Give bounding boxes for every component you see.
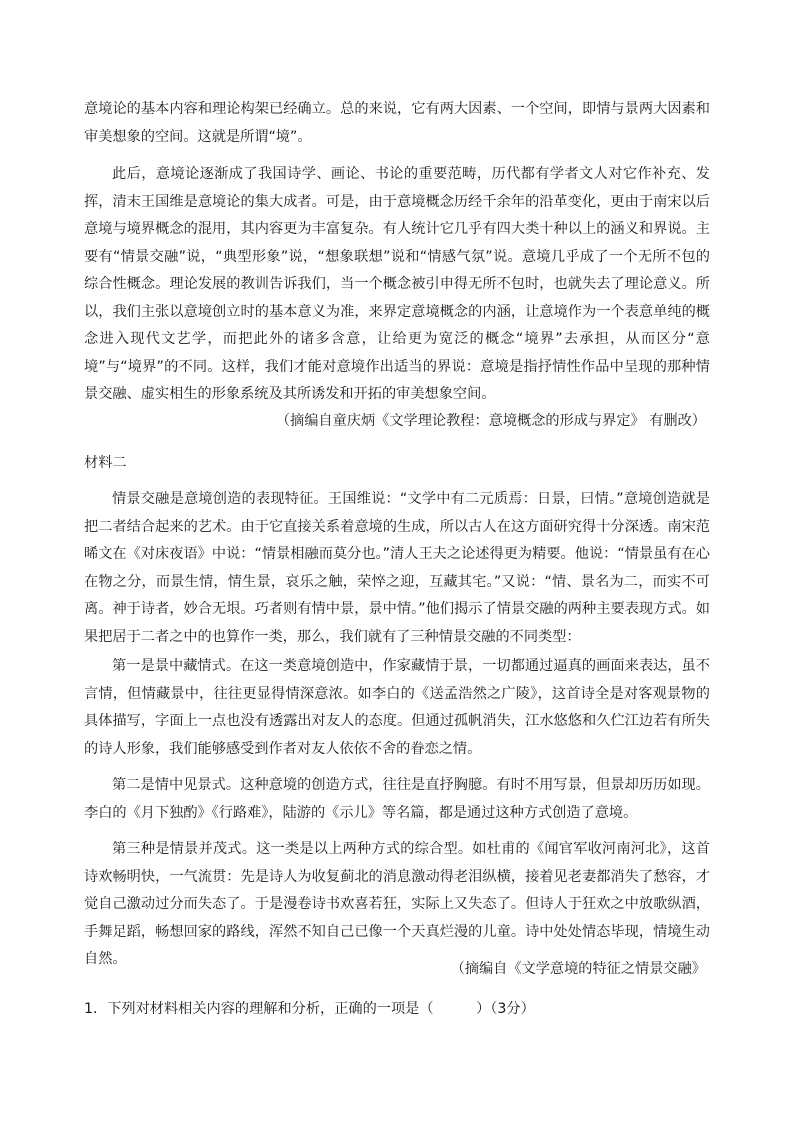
paragraph-yijing-development: 此后，意境论逐渐成了我国诗学、画论、书论的重要范畴，历代都有学者文人对它作补充、发挥，清末王国维是意境论的集大成者。可是，由于意境概念历经千余年的沿革变化，更由于南宋以后意境与境界概念的混用，其内容更为丰富复杂。有人统计它几乎有四大类十种以上的涵义和界说。主要有“情景交融”说，“典型形象”说，“想象联想”说和“情感气氛”说。意境几乎成了一个无所不包的综合性概念。理论发展的教训告诉我们，当一个概念被引申得无所不包时，也就失去了理论意义。所以，我们主张以意境创立时的基本意义为准，来界定意境概念的内涵，让意境作为一个表意单纯的概念进入现代文艺学，而把此外的诸多含意，让给更为宽泛的概念“境界”去承担，从而区分“意境”与“境界”的不同。这样，我们才能对意境作出适当的界说：意境是指抒情性作品中呈现的那种情景交融、虚实相生的形象系统及其所诱发和开拓的审美想象空间。 — [84, 166, 710, 402]
paragraph-type-two: 第二是情中见景式。这种意境的创造方式，往往是直抒胸臆。有时不用写景，但景却历历如现。李白的《月下独酌》《行路难》，陆游的《示儿》等名篇，都是通过这种方式创造了意境。 — [84, 777, 710, 821]
section-heading-material-2: 材料二 — [84, 455, 127, 471]
paragraph-type-one: 第一是景中藏情式。在这一类意境创造中，作家藏情于景，一切都通过逼真的画面来表达，虽不言情，但情藏景中，往往更显得情深意浓。如李白的《送孟浩然之广陵》，这首诗全是对客观景物的具体描写，字面上一点也没有透露出对友人的态度。但通过孤帆消失，江水悠悠和久伫江边若有所失的诗人形象，我们能够感受到作者对友人依依不舍的眷恋之情。 — [84, 658, 710, 757]
source-citation-2: （摘编自《文学意境的特征之情景交融》 — [450, 961, 706, 977]
paragraph-type-three: 第三种是情景并茂式。这一类是以上两种方式的综合型。如杜甫的《闻官军收河南河北》，这首诗欢畅明快，一气流贯：先是诗人为收复蓟北的消息激动得老泪纵横，接着见老妻都消失了愁容，才觉自己激动过分而失态了。于是漫卷诗书欢喜若狂，实际上又失态了。但诗人于狂欢之中放歌纵酒，手舞足蹈，畅想回家的路线，浑然不知自己已像一个天真烂漫的儿童。诗中处处情态毕现，情境生动自然。 — [84, 841, 710, 967]
paragraph-qingjing-jiaorong: 情景交融是意境创造的表现特征。王国维说：“文学中有二元质焉：日景，曰情。”意境创造就是把二者结合起来的艺术。由于它直接关系着意境的生成，所以古人在这方面研究得十分深透。南宋范晞文在《对床夜语》中说：“情景相融而莫分也。”清人王夫之论述得更为精要。他说：“情景虽有在心在物之分，而景生情，情生景，哀乐之触，荣悴之迎，互藏其宅。”又说：“情、景名为二，而实不可离。神于诗者，妙合无垠。巧者则有情中景，景中情。”他们揭示了情景交融的两种主要表现方式。如果把居于二者之中的也算作一类，那么，我们就有了三种情景交融的不同类型： — [84, 491, 710, 645]
question-1: 1．下列对材料相关内容的理解和分析，正确的一项是（ ）（3分） — [84, 1001, 535, 1017]
paragraph-intro: 意境论的基本内容和理论构架已经确立。总的来说，它有两大因素、一个空间，即情与景两大因素和审美想象的空间。这就是所谓“境”。 — [84, 101, 710, 145]
source-citation-1: （摘编自童庆炳《文学理论教程：意境概念的形成与界定》 有删改） — [275, 413, 706, 429]
